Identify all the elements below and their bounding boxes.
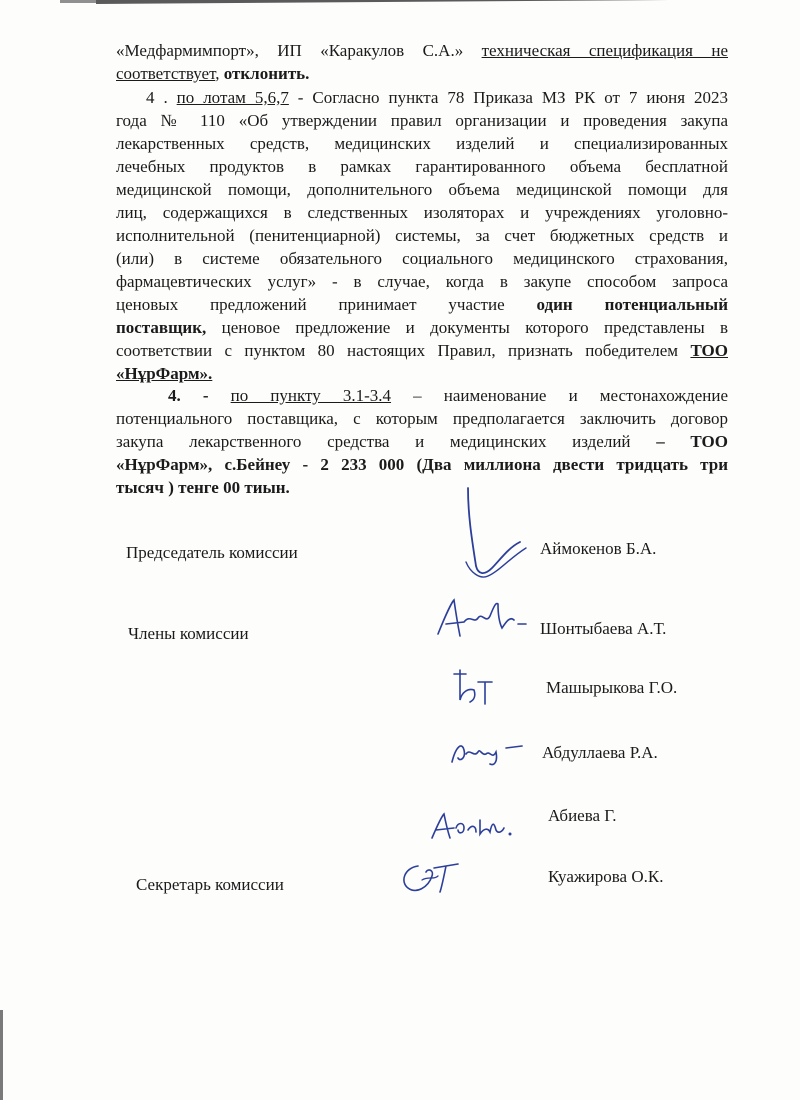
text-fragment: , — [215, 64, 220, 83]
signature-member — [434, 594, 530, 644]
text-line — [116, 294, 728, 316]
text-line-bold: тысяч ) тенге 00 тиын. — [116, 478, 290, 497]
chair-name: Аймокенов Б.А. — [540, 539, 657, 558]
signature-member — [428, 808, 518, 844]
text-fragment: ценовое предложение и документы которого представлены в — [206, 318, 728, 337]
scan-edge — [0, 1010, 3, 1100]
chair-role: Председатель комиссии — [126, 543, 298, 562]
text-line — [116, 63, 728, 85]
text-line: исполнительной (пенитенциарной) системы, за счет бюджетных средств и — [116, 226, 728, 245]
text-line — [116, 40, 728, 62]
text-line — [146, 87, 728, 109]
members-role: Члены комиссии — [128, 624, 249, 643]
text-fragment: соответствии с пунктом 80 настоящих Правил, признать победителем — [116, 341, 691, 360]
text-fragment: «Медфармимпорт», ИП «Каракулов С.А.» — [116, 41, 464, 60]
text-line: фармацевтических услуг» - в случае, когда в закупе способом запроса — [116, 272, 728, 291]
text-line: лечебных продуктов в рамках гарантированного объема бесплатной — [116, 157, 728, 176]
secretary-role: Секретарь комиссии — [136, 875, 284, 894]
secretary-name: Куажирова О.К. — [548, 867, 664, 886]
winner-name: «НұрФарм». — [116, 364, 213, 383]
clause-reference: по пункту 3.1-3.4 — [230, 386, 392, 405]
signature-secretary — [398, 858, 468, 898]
text-line — [116, 317, 728, 339]
signature-member — [448, 664, 498, 708]
member-name: Абиева Г. — [548, 806, 617, 825]
signature-chair — [448, 476, 538, 588]
text-line: (или) в системе обязательного социального медицинского страхования, — [116, 249, 728, 268]
text-fragment-bold: отклонить. — [223, 64, 310, 83]
text-line — [116, 431, 728, 453]
text-line — [168, 385, 728, 407]
text-line: медицинской помощи, дополнительного объема медицинской помощи для — [116, 180, 728, 199]
text-line: потенциального поставщика, с которым предполагается заключить договор — [116, 409, 728, 428]
text-fragment-bold: – ТОО — [656, 432, 728, 451]
text-fragment: закупа лекарственного средства и медицинских изделий — [116, 432, 657, 451]
text-fragment-underlined: соответствует — [116, 64, 216, 83]
text-fragment-underlined: техническая спецификация не — [481, 41, 728, 60]
text-fragment: ценовых предложений принимает участие — [116, 295, 537, 314]
member-name: Шонтыбаева А.Т. — [540, 619, 667, 638]
scan-edge — [96, 0, 800, 4]
paragraph-number: 4. - — [168, 386, 209, 405]
text-line: лекарственных средств, медицинских изделий и специализированных — [116, 134, 728, 153]
text-fragment-bold: один потенциальный — [536, 295, 728, 314]
text-fragment-bold: поставщик, — [116, 318, 207, 337]
paragraph-number: 4 . — [146, 88, 168, 107]
signature-member — [448, 736, 528, 768]
winner-name: ТОО — [690, 341, 728, 360]
member-name: Абдуллаева Р.А. — [542, 743, 658, 762]
text-line-bold: «НұрФарм», с.Бейнеу - 2 233 000 (Два миллиона двести тридцать три — [116, 455, 728, 474]
text-line: лиц, содержащихся в следственных изоляторах и учреждениях уголовно- — [116, 203, 728, 222]
text-fragment: - Согласно пункта 78 Приказа МЗ РК от 7 июня 2023 — [288, 88, 729, 107]
text-line: года № 110 «Об утверждении правил организации и проведения закупа — [116, 111, 728, 130]
text-fragment: – наименование и местонахождение — [391, 386, 728, 405]
text-line — [116, 340, 728, 362]
lots-reference: по лотам 5,6,7 — [176, 88, 289, 107]
member-name: Машырыкова Г.О. — [546, 678, 678, 697]
scan-edge — [60, 0, 100, 3]
